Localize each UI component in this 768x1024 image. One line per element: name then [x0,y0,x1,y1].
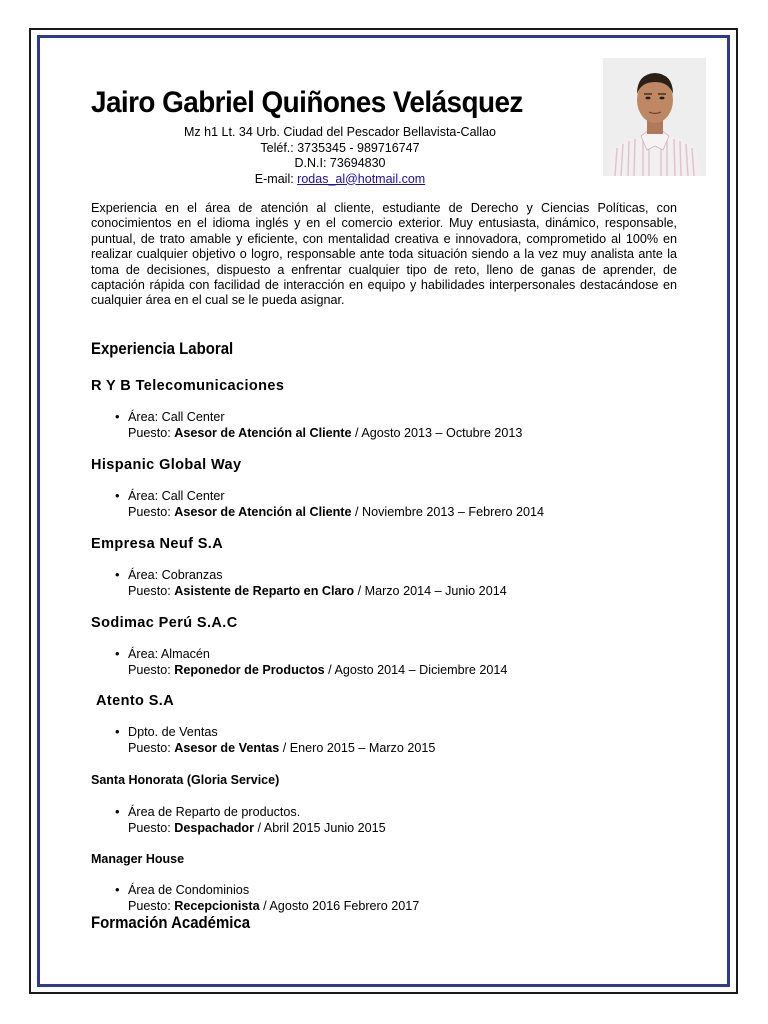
job-details [115,409,522,441]
contact-block [140,125,540,187]
profile-photo-image [603,58,706,176]
email-label: E-mail: [254,171,298,186]
puesto-label: Puesto: [128,584,175,598]
profile-summary: Experiencia en el área de atención al cliente, estudiante de Derecho y Ciencias Políticas, con conocimientos en el idioma inglés y en el comercio exterior. Muy entusiasta, dinámico, responsable, puntual, de trato amable y eficiente, con mentalidad creativa e innovadora, comprometido al 100% en realizar cualquier objetivo o logro, responsable ante toda situación siendo a la vez muy analista ante la toma de decisiones, dispuesto a enfrentar cualquier tipo de reto, lleno de ganas de aprender, de captación rápida con facilidad de interacción en equipo y habilidades interpersonales destacándose en cualquier área en el cual se le pueda asignar. [91,201,677,308]
job-details [115,724,435,756]
job-details [115,646,507,678]
job-position-line [115,898,419,914]
job-area: • Área: Call Center [115,488,544,504]
puesto-label: Puesto: [128,426,175,440]
email-link[interactable]: rodas_al@hotmail.com [297,171,426,186]
job-dates: / Marzo 2014 – Junio 2014 [354,584,507,598]
job-position-line [115,583,507,599]
job-area: • Área: Almacén [115,646,507,662]
job-details [115,567,507,599]
job-position: Asesor de Atención al Cliente [174,505,352,519]
job-area: • Dpto. de Ventas [115,724,435,740]
puesto-label: Puesto: [128,899,175,913]
job-area: • Área: Call Center [115,409,522,425]
job-position: Recepcionista [174,899,260,913]
job-company: Santa Honorata (Gloria Service) [91,773,280,787]
job-position-line [115,820,386,836]
job-company: Hispanic Global Way [91,457,242,473]
candidate-name: Jairo Gabriel Quiñones Velásquez [91,86,523,119]
job-dates: / Enero 2015 – Marzo 2015 [279,741,436,755]
job-position: Asesor de Atención al Cliente [174,426,352,440]
job-company: Empresa Neuf S.A [91,536,224,552]
education-section-title: Formación Académica [91,913,251,932]
email-line [140,172,540,188]
job-area: • Área de Condominios [115,882,419,898]
job-company: Manager House [91,852,185,866]
job-dates: / Agosto 2014 – Diciembre 2014 [324,663,508,677]
job-details [115,882,419,914]
puesto-label: Puesto: [128,741,175,755]
job-company: Sodimac Perú S.A.C [91,615,238,631]
job-dates: / Agosto 2016 Febrero 2017 [259,899,420,913]
job-position: Asistente de Reparto en Claro [174,584,355,598]
job-position-line [115,425,522,441]
phone: Teléf.: 3735345 - 989716747 [260,140,420,155]
job-area: • Área de Reparto de productos. [115,804,386,820]
job-position: Reponedor de Productos [174,663,325,677]
job-area: • Área: Cobranzas [115,567,507,583]
puesto-label: Puesto: [128,821,175,835]
job-position: Asesor de Ventas [174,741,280,755]
job-position-line [115,740,435,756]
experience-section-title: Experiencia Laboral [91,339,234,358]
address: Mz h1 Lt. 34 Urb. Ciudad del Pescador Bellavista-Callao [184,125,496,139]
job-position: Despachador [174,821,255,835]
puesto-label: Puesto: [128,505,175,519]
job-dates: / Agosto 2013 – Octubre 2013 [351,426,523,440]
job-company: Atento S.A [96,693,175,709]
puesto-label: Puesto: [128,663,175,677]
job-position-line [115,662,507,678]
job-details [115,804,386,836]
job-position-line [115,504,544,520]
job-company: R Y B Telecomunicaciones [91,378,285,394]
job-details [115,488,544,520]
profile-photo [603,58,706,176]
job-dates: / Noviembre 2013 – Febrero 2014 [351,505,545,519]
dni: D.N.I: 73694830 [294,156,386,170]
job-dates: / Abril 2015 Junio 2015 [254,821,386,835]
